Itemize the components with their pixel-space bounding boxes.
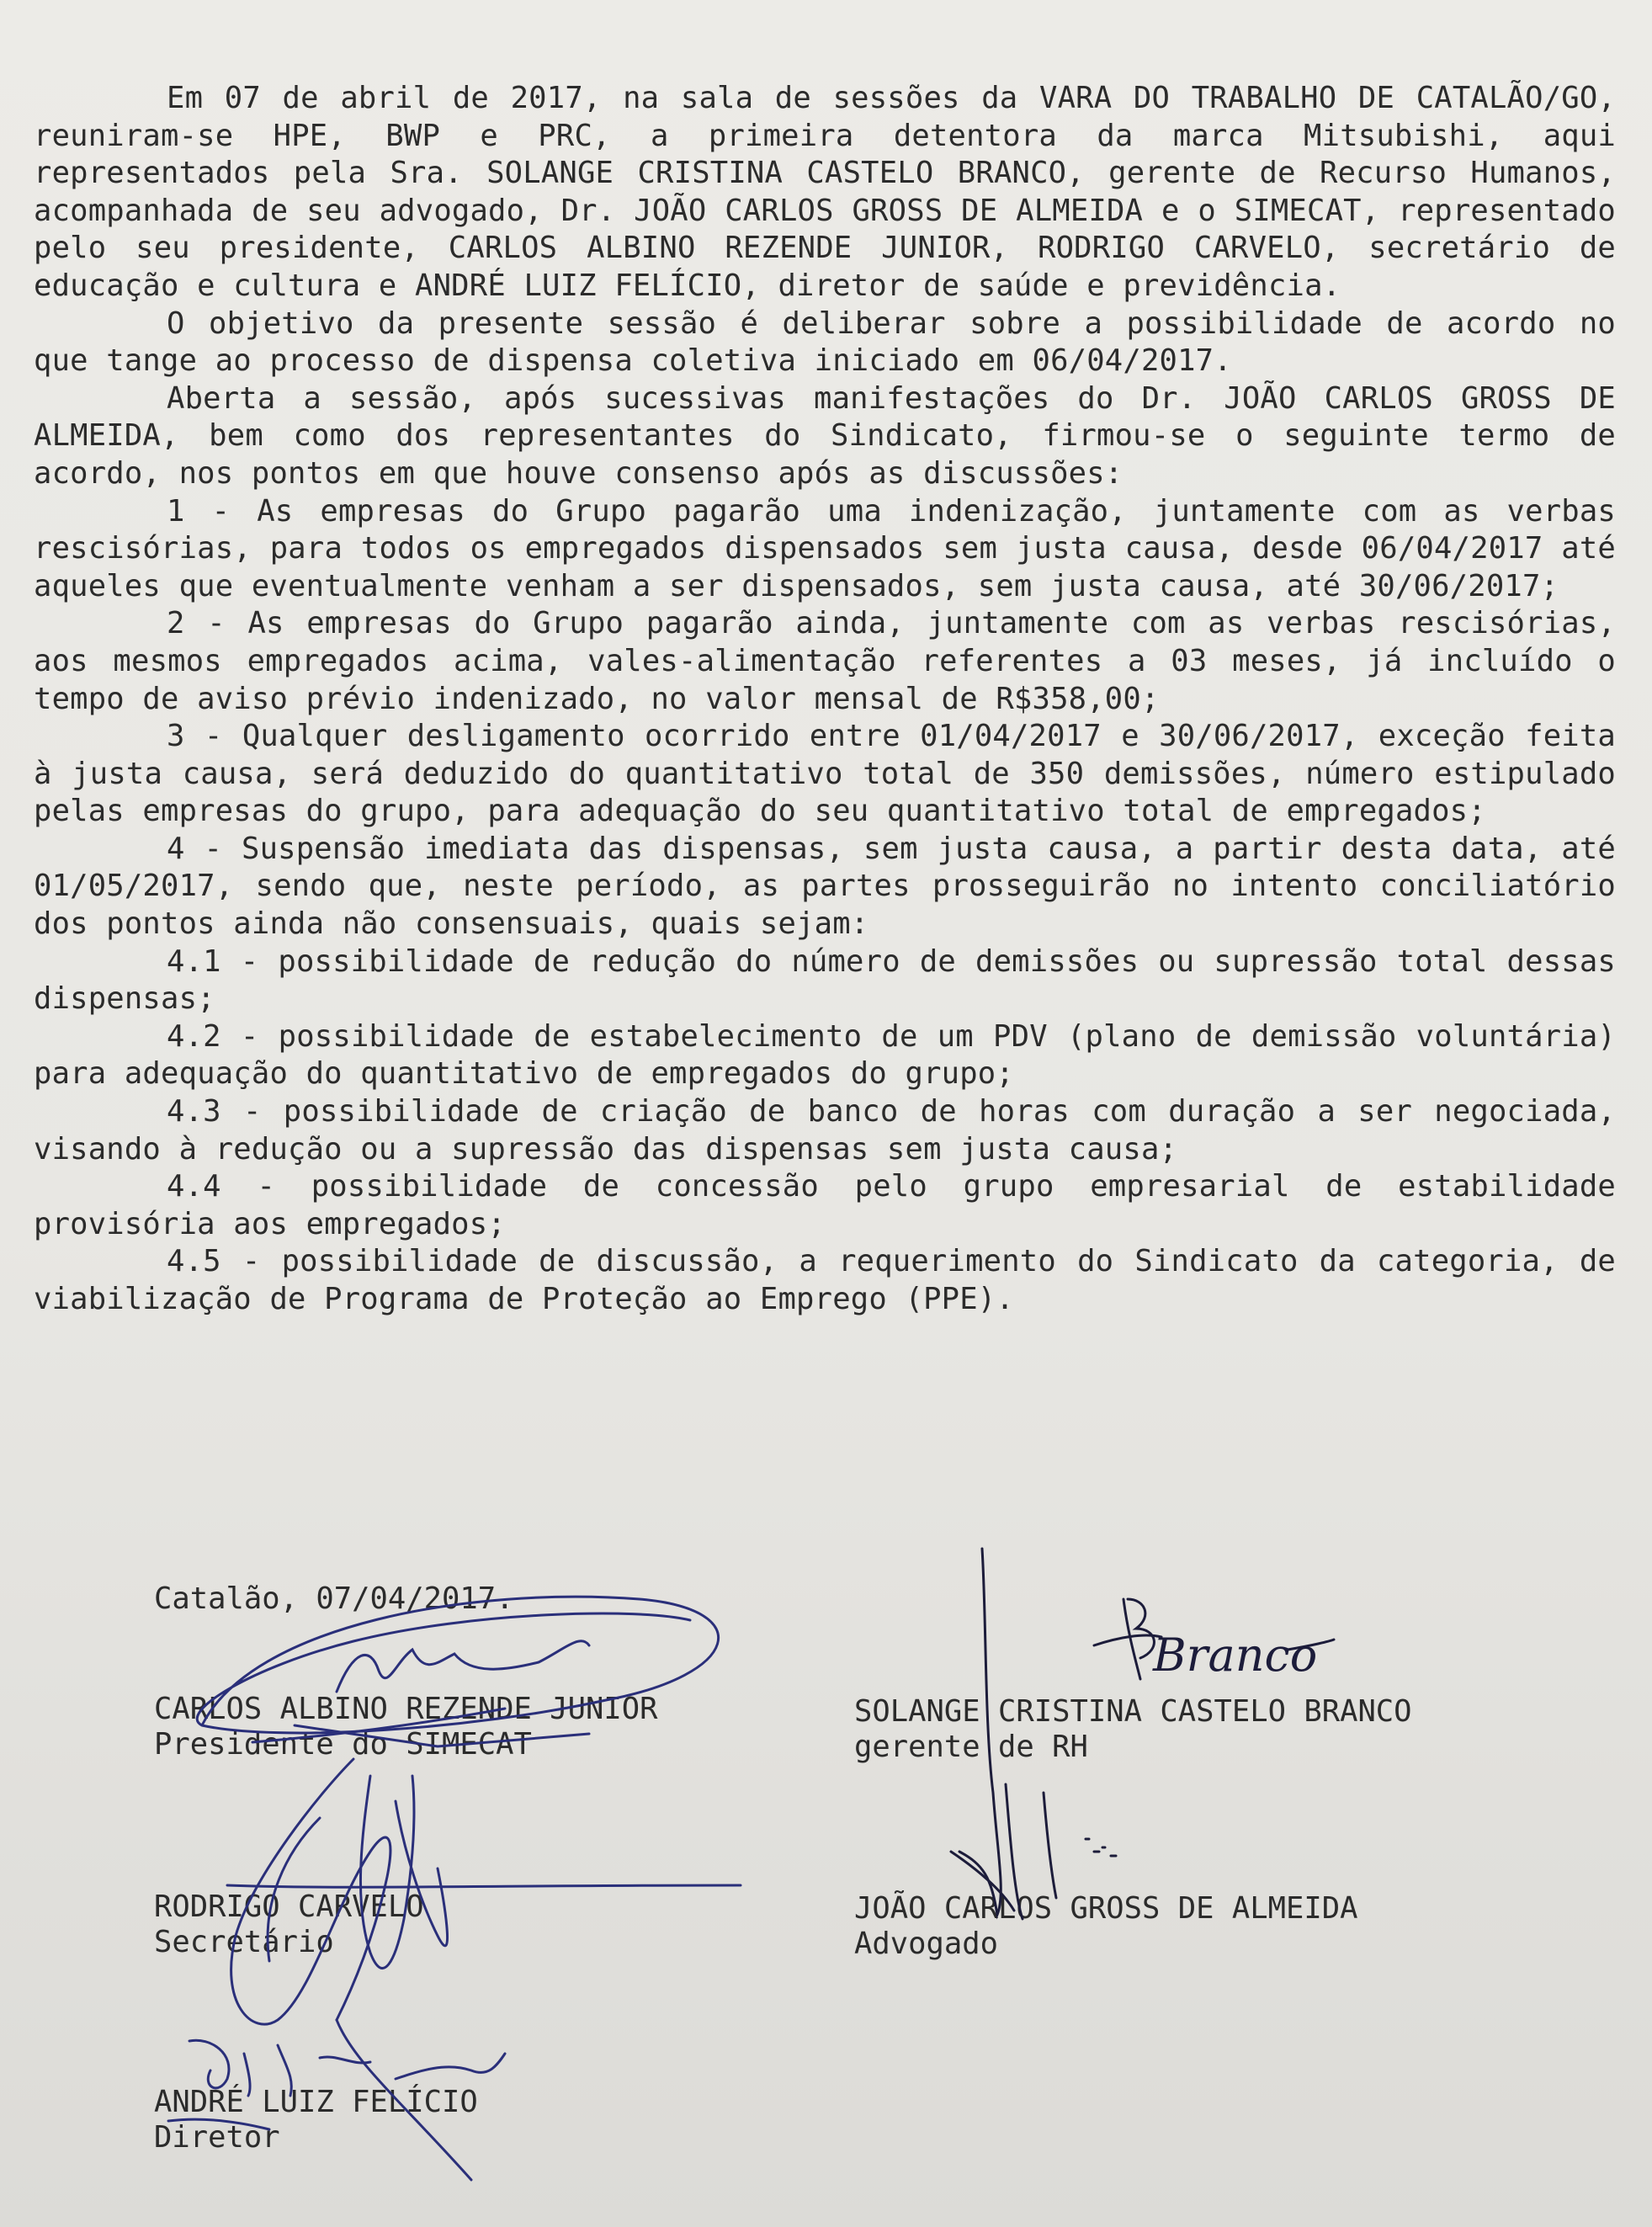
clause-4: 4 - Suspensão imediata das dispensas, sem justa causa, a partir desta data, até 01/05/2017, sendo que, neste período, as partes prosseguirão no intento conciliatório dos pontos ainda não consensuais, quais sejam: (34, 831, 1616, 942)
signatory-block-rodrigo (154, 1889, 424, 1960)
signatory-role: gerente de RH (854, 1730, 1088, 1764)
clause-4-4: 4.4 - possibilidade de concessão pelo grupo empresarial de estabilidade provisória aos empregados; (34, 1169, 1616, 1241)
clause-1: 1 - As empresas do Grupo pagarão uma indenização, juntamente com as verbas rescisórias, para todos os empregados dispensados sem justa causa, desde 06/04/2017 até aqueles que eventualmente venham a ser dispensados, sem justa causa, até 30/06/2017; (34, 493, 1616, 603)
clause-4-3: 4.3 - possibilidade de criação de banco de horas com duração a ser negociada, visando à redução ou a supressão das dispensas sem justa causa; (34, 1094, 1616, 1167)
signatory-name: JOÃO CARLOS GROSS DE ALMEIDA (854, 1891, 1358, 1926)
paragraph-opening: Aberta a sessão, após sucessivas manifestações do Dr. JOÃO CARLOS GROSS DE ALMEIDA, bem como dos representantes do Sindicato, firmou-se o seguinte termo de acordo, nos pontos em que houve consenso após as discussões: (34, 380, 1616, 491)
paragraph-intro: Em 07 de abril de 2017, na sala de sessões da VARA DO TRABALHO DE CATALÃO/GO, reuniram-se HPE, BWP e PRC, a primeira detentora da marca Mitsubishi, aqui representados pela Sra. SOLANGE CRISTINA CASTELO BRANCO, gerente de Recurso Humanos, acompanhada de seu advogado, Dr. JOÃO CARLOS GROSS DE ALMEIDA e o SIMECAT, representado pelo seu presidente, CARLOS ALBINO REZENDE JUNIOR, RODRIGO CARVELO, secretário de educação e cultura e ANDRÉ LUIZ FELÍCIO, diretor de saúde e previdência. (34, 81, 1616, 303)
clause-4-5: 4.5 - possibilidade de discussão, a requerimento do Sindicato da categoria, de viabilização de Programa de Proteção ao Emprego (PPE). (34, 1244, 1616, 1316)
signatory-role: Presidente do SIMECAT (154, 1727, 532, 1762)
signatory-name: RODRIGO CARVELO (154, 1889, 424, 1924)
clause-4-1: 4.1 - possibilidade de redução do número de demissões ou supressão total dessas dispensas; (34, 943, 1616, 1017)
signature-solange-text: Branco (1153, 1629, 1318, 1682)
signatory-block-carlos (154, 1692, 657, 1762)
signatory-block-joao (854, 1891, 1357, 1962)
signatory-block-solange (854, 1694, 1412, 1765)
signatory-block-andre (154, 2085, 478, 2155)
place-date: Catalão, 07/04/2017. (154, 1581, 514, 1616)
document-body (34, 80, 1616, 1319)
signatory-name: SOLANGE CRISTINA CASTELO BRANCO (854, 1694, 1412, 1729)
signatory-role: Diretor (154, 2120, 280, 2155)
paragraph-objective: O objetivo da presente sessão é deliberar sobre a possibilidade de acordo no que tange ao processo de dispensa coletiva iniciado em 06/04/2017. (34, 306, 1616, 379)
signatory-name: CARLOS ALBINO REZENDE JUNIOR (154, 1692, 658, 1726)
signatory-role: Secretário (154, 1925, 334, 1959)
signatory-role: Advogado (854, 1927, 998, 1961)
clause-2: 2 - As empresas do Grupo pagarão ainda, juntamente com as verbas rescisórias, aos mesmos empregados acima, vales-alimentação referentes a 03 meses, já incluído o tempo de aviso prévio indenizado, no valor mensal de R$358,00; (34, 606, 1616, 716)
signatory-name: ANDRÉ LUIZ FELÍCIO (154, 2085, 478, 2119)
clause-4-2: 4.2 - possibilidade de estabelecimento de um PDV (plano de demissão voluntária) para adequação do quantitativo de empregados do grupo; (34, 1018, 1616, 1092)
clause-3: 3 - Qualquer desligamento ocorrido entre 01/04/2017 e 30/06/2017, exceção feita à justa causa, será deduzido do quantitativo total de 350 demissões, número estipulado pelas empresas do grupo, para adequação do seu quantitativo total de empregados; (34, 719, 1616, 829)
